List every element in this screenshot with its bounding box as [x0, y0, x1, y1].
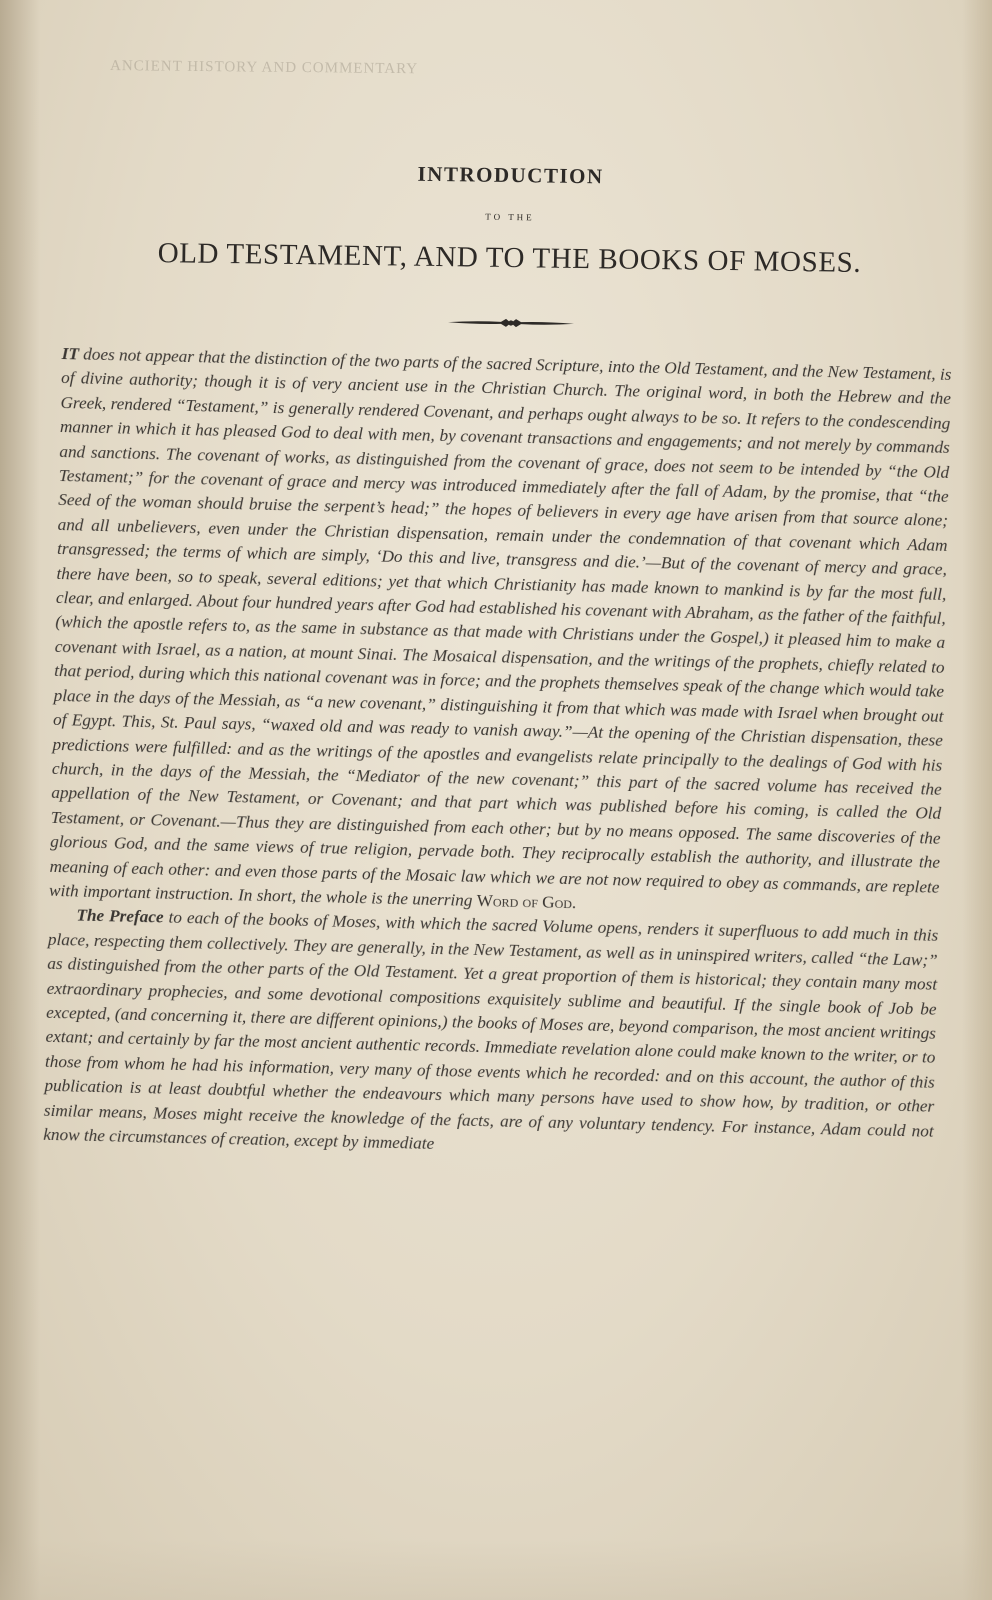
running-head: ANCIENT HISTORY AND COMMENTARY — [109, 58, 419, 78]
paragraph-2-lead: The Preface — [76, 905, 164, 927]
heading-introduction: INTRODUCTION — [417, 161, 604, 189]
paragraph-1-lead: IT — [61, 343, 80, 364]
paragraph-2 — [43, 903, 939, 1168]
heading-to-the: TO THE — [485, 211, 535, 223]
paragraph-2-text: to each of the books of Moses, with which the sacred Volume opens, renders it superfluous to add much in this place, respecting them collectively. They are generally, in the New Testament, as well as in uninspired writers, called “the Law;” as distinguished from the other parts of the Old Testament. Yet a great proportion of them is historical; they contain many most extraordinary prophecies, and some devotional compositions exquisitely sublime and beautiful. If the single book of Job be excepted, (and concerning it, there are different opinions,) the books of Moses are, beyond comparison, the most ancient writings extant; and certainly by far the most ancient authentic records. Immediate revelation alone could make known to the writer, or to those from whom he had his information, very many of those events which he recorded: and on this account, the author of this publication is at least doubtful whether the endeavours which many persons have used to show how, by tradition, or other similar means, Moses might receive the knowledge of the facts, are of any voluntary tendency. For instance, Adam could not know the circumstances of creation, except by immediate — [43, 907, 939, 1153]
paragraph-1 — [49, 342, 952, 924]
page-bottom-shade — [0, 1540, 992, 1600]
heading-main-title: OLD TESTAMENT, AND TO THE BOOKS OF MOSES. — [157, 237, 862, 279]
paragraph-1-text: does not appear that the distinction of the two parts of the sacred Scripture, into the Old Testament, and the New Testament, is of divine authority; though it is of very ancient use in the Christian Church. The original word, in both the Hebrew and the Greek, rendered “Testament,” is generally rendered Covenant, and perhaps ought always to be so. It refers to the condescending manner in which it has pleased God to deal with men, by covenant transactions and engagements; and not merely by commands and sanctions. The covenant of works, as distinguished from the covenant of grace, does not seem to be intended by “the Old Testament;” for the covenant of grace and mercy was introduced immediately after the fall of Adam, by the promise, that “the Seed of the woman should bruise the serpent’s head;” the hopes of believers in every age have arisen from that source alone; and all unbelievers, even under the Christian dispensation, remain under the condemnation of that covenant which Adam transgressed; the terms of which are simply, ‘Do this and live, transgress and die.’—But of the covenant of mercy and grace, there have been, so to speak, several editions; yet that which Christianity has made known to mankind is by far the most full, clear, and enlarged. About four hundred years after God had established his covenant with Abraham, as the father of the faithful, (which the apostle refers to, as the same in substance as that made with Christians under the Gospel,) it pleased him to make a covenant with Israel, as a nation, at mount Sinai. The Mosaical dispensation, and the writings of the prophets, chiefly related to that period, during which this national covenant was in force; and the prophets themselves speak of the change which would take place in the days of the Messiah, as “a new covenant,” distinguishing it from that which was made with Israel when brought out of Egypt. This, St. Paul says, “waxed old and was ready to vanish away.”—At the opening of the Christian dispensation, these predictions were fulfilled: and as the writings of the apostles and evangelists relate principally to the dealings of God with his church, in the days of the Messiah, the “Mediator of the new covenant;” this part of the sacred volume has received the appellation of the New Testament, or Covenant; and that part which was published before his coming, is called the Old Testament, or Covenant.—Thus they are distinguished from each other; but by no means opposed. The same discoveries of the glorious God, and the same views of true religion, pervade both. They reciprocally establish the authority, and illustrate the meaning of each other: and even those parts of the Mosaic law which we are not now required to obey as commands, are replete with important instruction. In short, the whole is the unerring — [48, 344, 952, 910]
chapter-heading — [59, 154, 961, 285]
ornament-rule — [446, 315, 576, 331]
word-of-god: Word of God. — [476, 890, 577, 913]
body-text — [43, 342, 952, 1168]
